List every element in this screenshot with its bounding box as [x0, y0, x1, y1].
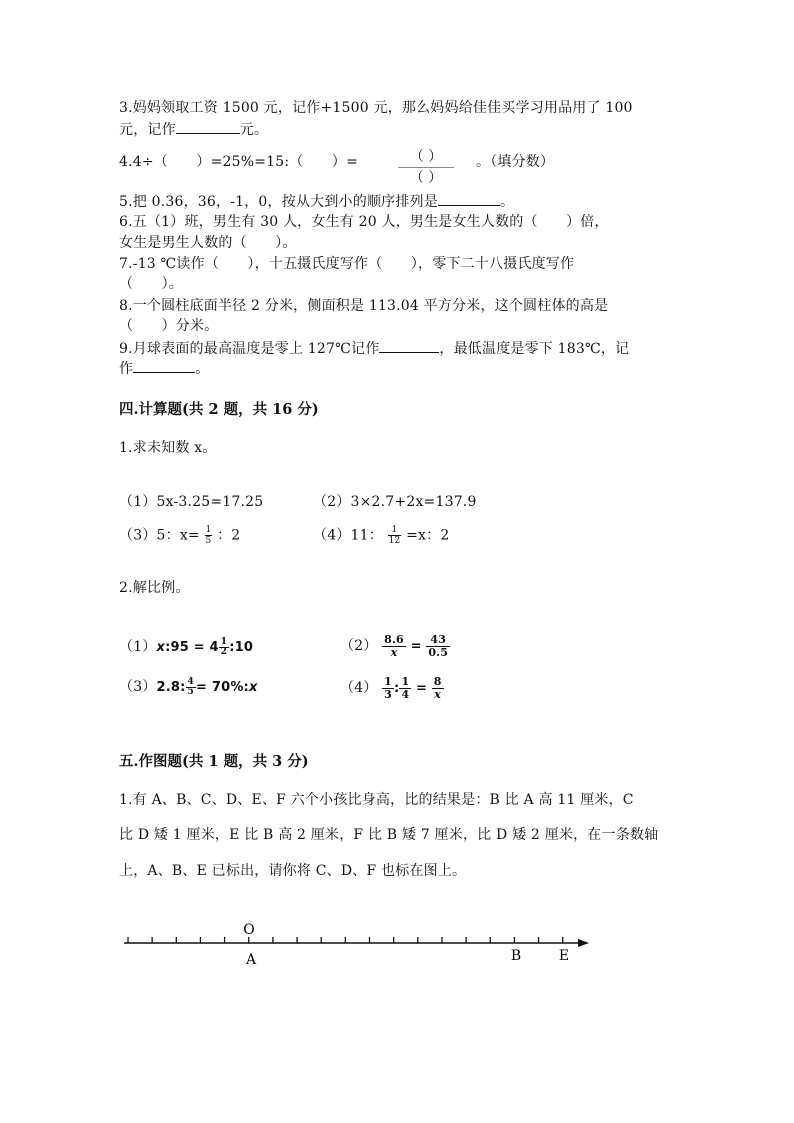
q7-line2: （ ）。 [119, 276, 183, 292]
fraction: $\frac{4}{5}$ [187, 676, 195, 697]
s5-problem1-line2: 比 D 矮 1 厘米，E 比 B 高 2 厘米，F 比 B 矮 7 厘米，比 D 矮 2 厘米，在一条数轴 [119, 827, 659, 843]
q4-line: 4.4÷（ ）=25%=15:（ ）= [119, 154, 359, 170]
fraction: $\frac{1}{3}$ [384, 674, 393, 701]
equation-2: （2）3×2.7+2x=137.9 [313, 494, 477, 510]
q3-line1: 3.妈妈领取工资 1500 元，记作+1500 元，那么妈妈给佳佳买学习用品用了 100 [119, 100, 633, 116]
answer-blank[interactable] [379, 338, 439, 353]
s4-problem1-title: 1.求未知数 x。 [119, 440, 217, 456]
number-line [0, 915, 794, 975]
fraction-denominator: （ ） [409, 170, 443, 186]
fraction: $\frac{1}{5}$ [205, 525, 212, 546]
fraction: $\frac{1}{12}$ [388, 525, 401, 546]
equation-1: （1）5x-3.25=17.25 [119, 494, 264, 510]
q7-line1: 7.-13 ℃读作（ ），十五摄氏度写作（ ），零下二十八摄氏度写作 [119, 256, 575, 272]
q8-line2: （ ）分米。 [119, 318, 219, 334]
arrow-head-icon [578, 939, 589, 947]
point-e-label: E [558, 948, 570, 964]
s5-problem1-line1: 1.有 A、B、C、D、E、F 六个小孩比身高，比的结果是：B 比 A 高 11 厘米，C [119, 792, 634, 808]
fraction: $\frac{1}{4}$ [401, 674, 410, 701]
fraction: $\frac{43}{0.5}$ [428, 632, 449, 659]
answer-blank[interactable] [133, 358, 195, 373]
proportion-4: （4） $\frac{1}{3}$ : $\frac{1}{4}$ = $\frac{8}{x}$ [340, 674, 442, 701]
answer-blank[interactable] [438, 191, 500, 206]
point-b-label: B [510, 948, 522, 964]
fraction: $\frac{1}{2}$ [220, 636, 228, 657]
s5-problem1-line3: 上，A、B、E 已标出，请你将 C、D、F 也标在图上。 [119, 863, 467, 879]
q6-line2: 女生是男生人数的（ ）。 [119, 235, 297, 251]
point-a-label: A [245, 952, 257, 968]
q3-line2: 元，记作 元。 [119, 119, 268, 140]
q5-line: 5.把 0.36，36，-1，0，按从大到小的顺序排列是 。 [119, 191, 514, 212]
answer-blank[interactable] [176, 119, 240, 134]
q4-fraction-blank[interactable] [398, 148, 454, 187]
s4-problem2-title: 2.解比例。 [119, 580, 190, 596]
proportion-1: （1）x:95 = 4 $\frac{1}{2}$ :10 [119, 636, 254, 657]
q9-line2: 作 。 [119, 358, 209, 379]
origin-label: O [243, 922, 255, 938]
proportion-3: （3）2.8: $\frac{4}{5}$ = 70%:x [119, 676, 258, 697]
equation-4: （4）11： $\frac{1}{12}$ =x：2 [313, 525, 450, 546]
q4-suffix: 。（填分数） [476, 154, 555, 170]
fraction: $\frac{8.6}{x}$ [384, 632, 404, 659]
equation-3: （3）5：x= $\frac{1}{5}$ ：2 [119, 525, 241, 546]
section4-heading: 四.计算题(共 2 题，共 16 分) [119, 401, 319, 418]
fraction-numerator: （ ） [409, 149, 443, 165]
q6-line1: 6.五（1）班，男生有 30 人，女生有 20 人，男生是女生人数的（ ）倍， [119, 214, 609, 230]
section5-heading: 五.作图题(共 1 题，共 3 分) [119, 753, 309, 770]
fraction: $\frac{8}{x}$ [433, 674, 442, 701]
proportion-2: （2） $\frac{8.6}{x}$ = $\frac{43}{0.5}$ [340, 632, 449, 659]
q9-line1: 9.月球表面的最高温度是零上 127℃记作 ，最低温度是零下 183℃，记 [119, 338, 629, 359]
q8-line1: 8.一个圆柱底面半径 2 分米，侧面积是 113.04 平方分米，这个圆柱体的高是 [119, 298, 609, 314]
